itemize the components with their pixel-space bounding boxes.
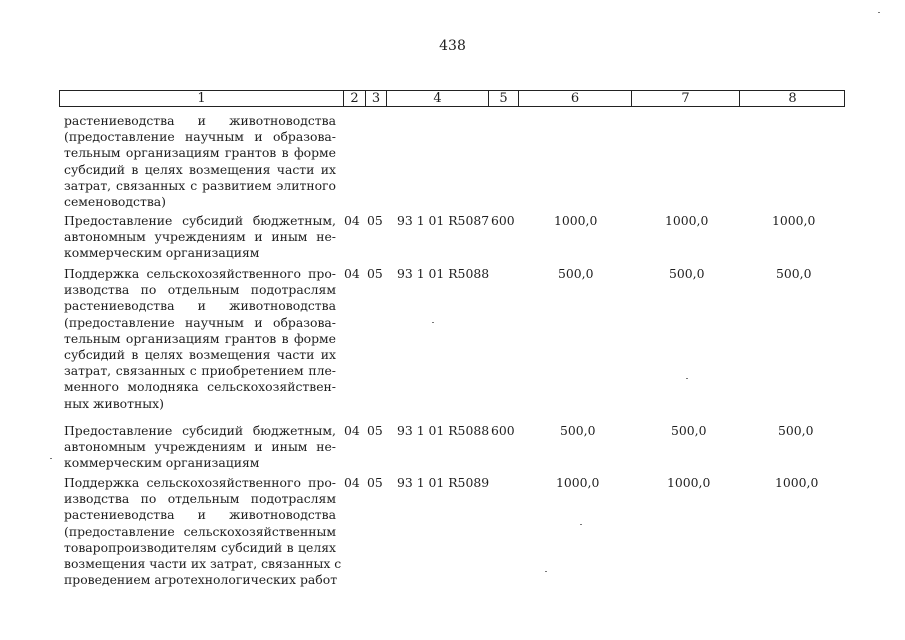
description-line: растениеводства и животноводства bbox=[64, 113, 336, 128]
row-description bbox=[64, 423, 336, 472]
row-description bbox=[64, 475, 342, 588]
cell-amount-8: 500,0 bbox=[778, 423, 814, 438]
cell-subsection: 05 bbox=[367, 423, 383, 438]
description-line: семеноводства) bbox=[64, 194, 167, 210]
cell-amount-6: 1000,0 bbox=[554, 213, 598, 228]
description-line: (предоставление сельскохозяйственным bbox=[64, 523, 336, 539]
cell-section: 04 bbox=[344, 213, 360, 228]
cell-subsection: 05 bbox=[367, 266, 383, 281]
row-description bbox=[64, 213, 336, 262]
row-description bbox=[64, 113, 336, 210]
description-line: Поддержка сельскохозяйственного про- bbox=[64, 475, 336, 490]
header-col-7: 7 bbox=[631, 91, 739, 106]
description-line: затрат, связанных с развитием элитного bbox=[64, 177, 336, 193]
cell-target-article: 93 1 01 R5087 bbox=[397, 213, 490, 228]
description-line: автономным учреждениям и иным не- bbox=[64, 439, 336, 455]
scan-speck bbox=[878, 12, 880, 13]
scan-speck bbox=[580, 524, 582, 525]
description-line: Предоставление субсидий бюджетным, bbox=[64, 423, 336, 438]
scan-speck bbox=[50, 458, 52, 459]
cell-target-article: 93 1 01 R5089 bbox=[397, 475, 490, 490]
cell-amount-7: 1000,0 bbox=[667, 475, 711, 490]
description-line: затрат, связанных с приобретением пле- bbox=[64, 363, 336, 379]
description-line: (предоставление научным и образова- bbox=[64, 129, 336, 145]
cell-amount-8: 1000,0 bbox=[772, 213, 816, 228]
cell-amount-6: 1000,0 bbox=[556, 475, 600, 490]
cell-subsection: 05 bbox=[367, 475, 383, 490]
description-line: автономным учреждениям и иным не- bbox=[64, 229, 336, 245]
description-line: субсидий в целях возмещения части их bbox=[64, 161, 336, 177]
description-line: тельным организациям грантов в форме bbox=[64, 330, 336, 346]
cell-amount-6: 500,0 bbox=[558, 266, 594, 281]
description-line: проведением агротехнологических работ bbox=[64, 572, 338, 588]
scan-speck bbox=[545, 571, 547, 572]
header-col-2: 2 bbox=[343, 91, 365, 106]
description-line: тельным организациям грантов в форме bbox=[64, 145, 336, 161]
description-line: ных животных) bbox=[64, 395, 164, 411]
description-line: изводства по отдельным подотраслям bbox=[64, 282, 336, 298]
description-line: субсидий в целях возмещения части их bbox=[64, 347, 336, 363]
description-line: товаропроизводителям субсидий в целях bbox=[64, 539, 336, 555]
header-col-4: 4 bbox=[386, 91, 488, 106]
cell-amount-7: 1000,0 bbox=[665, 213, 709, 228]
page-number: 438 bbox=[439, 38, 466, 54]
scan-speck bbox=[686, 378, 688, 379]
cell-section: 04 bbox=[344, 423, 360, 438]
description-line: изводства по отдельным подотраслям bbox=[64, 491, 336, 507]
cell-section: 04 bbox=[344, 266, 360, 281]
header-col-8: 8 bbox=[739, 91, 845, 106]
description-line: Поддержка сельскохозяйственного про- bbox=[64, 266, 336, 281]
description-line: возмещения части их затрат, связанных с bbox=[64, 556, 342, 572]
row-description bbox=[64, 266, 336, 412]
scan-speck bbox=[432, 322, 434, 323]
cell-amount-7: 500,0 bbox=[671, 423, 707, 438]
description-line: коммерческим организациям bbox=[64, 245, 260, 261]
header-col-1: 1 bbox=[197, 91, 206, 106]
description-line: коммерческим организациям bbox=[64, 455, 260, 471]
cell-subsection: 05 bbox=[367, 213, 383, 228]
description-line: растениеводства и животноводства bbox=[64, 507, 336, 523]
cell-expense-type: 600 bbox=[491, 213, 515, 228]
header-col-5: 5 bbox=[488, 91, 518, 106]
description-line: менного молодняка сельскохозяйствен- bbox=[64, 379, 336, 395]
description-line: растениеводства и животноводства bbox=[64, 298, 336, 314]
cell-amount-6: 500,0 bbox=[560, 423, 596, 438]
cell-target-article: 93 1 01 R5088 bbox=[397, 423, 490, 438]
description-line: Предоставление субсидий бюджетным, bbox=[64, 213, 336, 228]
table-header bbox=[59, 90, 845, 107]
cell-amount-8: 1000,0 bbox=[775, 475, 819, 490]
header-col-3: 3 bbox=[365, 91, 386, 106]
cell-section: 04 bbox=[344, 475, 360, 490]
cell-expense-type: 600 bbox=[491, 423, 515, 438]
header-col-6: 6 bbox=[518, 91, 631, 106]
cell-amount-8: 500,0 bbox=[776, 266, 812, 281]
cell-target-article: 93 1 01 R5088 bbox=[397, 266, 490, 281]
description-line: (предоставление научным и образова- bbox=[64, 314, 336, 330]
cell-amount-7: 500,0 bbox=[669, 266, 705, 281]
